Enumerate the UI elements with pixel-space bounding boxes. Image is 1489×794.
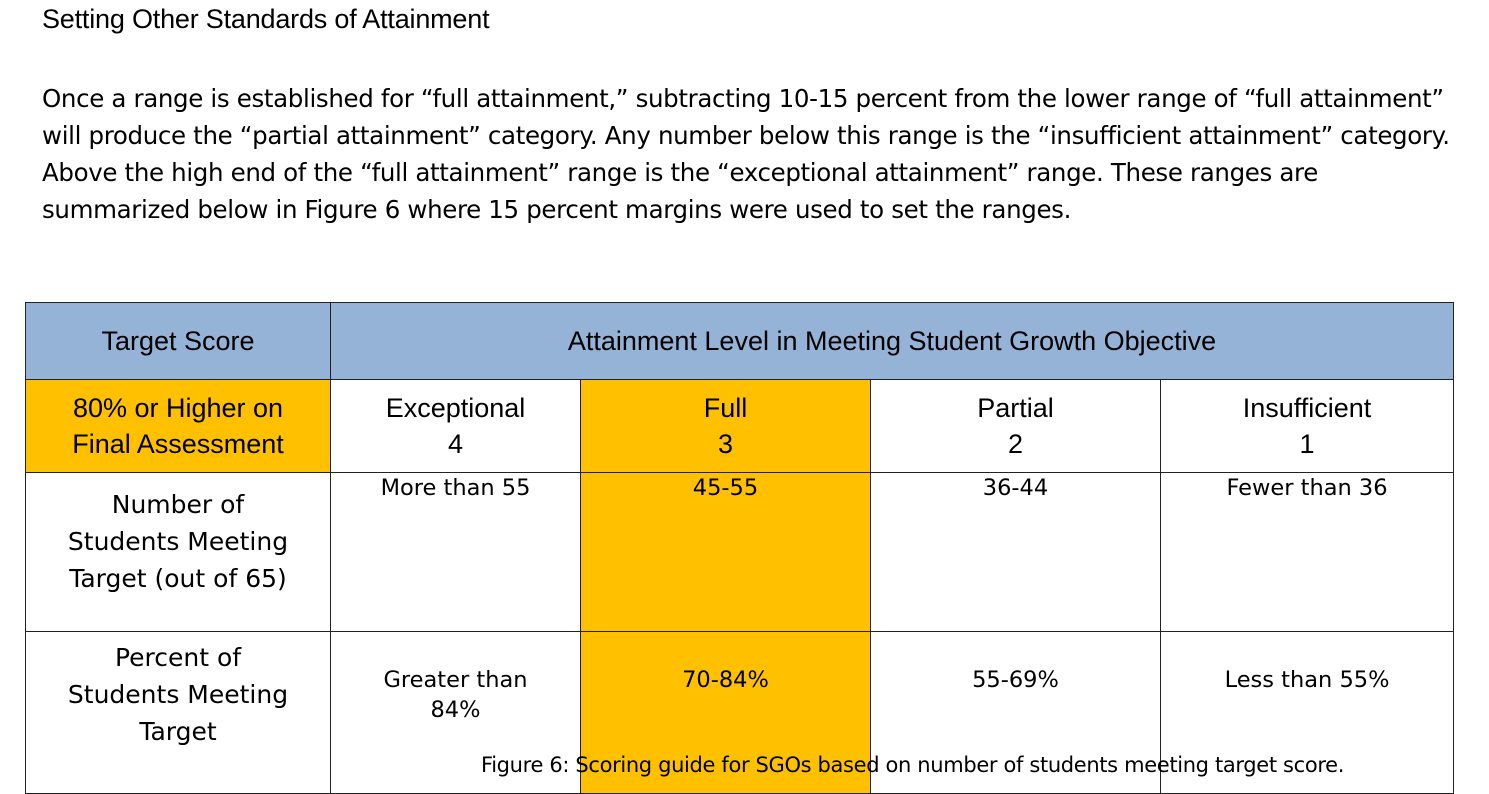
level-name: Exceptional [385, 393, 526, 423]
cell-text: 55-69% [972, 667, 1059, 693]
cell-text: 45-55 [692, 475, 759, 501]
row-label-line: Students Meeting [67, 527, 289, 556]
row-label-line: Percent of [114, 643, 242, 672]
level-full [581, 380, 871, 473]
cell-exceptional [331, 473, 581, 632]
scoring-guide-table [25, 302, 1454, 794]
attainment-levels-row [26, 380, 1454, 473]
level-score: 4 [447, 429, 464, 459]
level-score: 3 [717, 429, 734, 459]
cell-partial [871, 473, 1161, 632]
table-header-row [26, 303, 1454, 380]
cell-text: Fewer than 36 [1226, 475, 1388, 501]
cell-text: 36-44 [982, 475, 1049, 501]
row-label-percent [26, 632, 331, 794]
figure-caption: Figure 6: Scoring guide for SGOs based on number of students meeting target score. [481, 753, 1345, 777]
row-label-line: Target (out of 65) [69, 564, 287, 593]
level-partial [871, 380, 1161, 473]
level-insufficient [1161, 380, 1454, 473]
target-criterion-line: Final Assessment [72, 429, 284, 459]
level-score: 2 [1007, 429, 1024, 459]
cell-full [581, 473, 871, 632]
cell-text: Greater than [383, 667, 528, 693]
row-label-number [26, 473, 331, 632]
header-target-score: Target Score [26, 303, 331, 380]
level-score: 1 [1299, 429, 1315, 459]
row-label-line: Students Meeting [67, 680, 289, 709]
cell-text: Less than 55% [1224, 667, 1390, 693]
level-name: Insufficient [1242, 393, 1372, 423]
cell-insufficient [1161, 473, 1454, 632]
level-name: Partial [977, 393, 1054, 423]
header-attainment-level: Attainment Level in Meeting Student Growth Objective [331, 303, 1454, 380]
target-criterion-line: 80% or Higher on [72, 393, 284, 423]
level-name: Full [703, 393, 748, 423]
level-exceptional [331, 380, 581, 473]
table-row [26, 473, 1454, 632]
cell-text: 84% [430, 697, 481, 723]
row-label-line: Number of [111, 490, 245, 519]
cell-text: More than 55 [380, 475, 531, 501]
cell-text: 70-84% [682, 667, 769, 693]
row-label-line: Target [139, 717, 217, 746]
intro-paragraph: Once a range is established for “full attainment,” subtracting 10-15 percent from the lower range of “full attainment” will produce the “partial attainment” category. Any number below this range is the “insufficient attainment” category. Above the high end of the “full attainment” range is the “exceptional attainment” range. These ranges are summarized below in Figure 6 where 15 percent margins were used to set the ranges. [42, 84, 1450, 224]
target-criterion-cell [26, 380, 331, 473]
section-heading: Setting Other Standards of Attainment [42, 4, 490, 34]
